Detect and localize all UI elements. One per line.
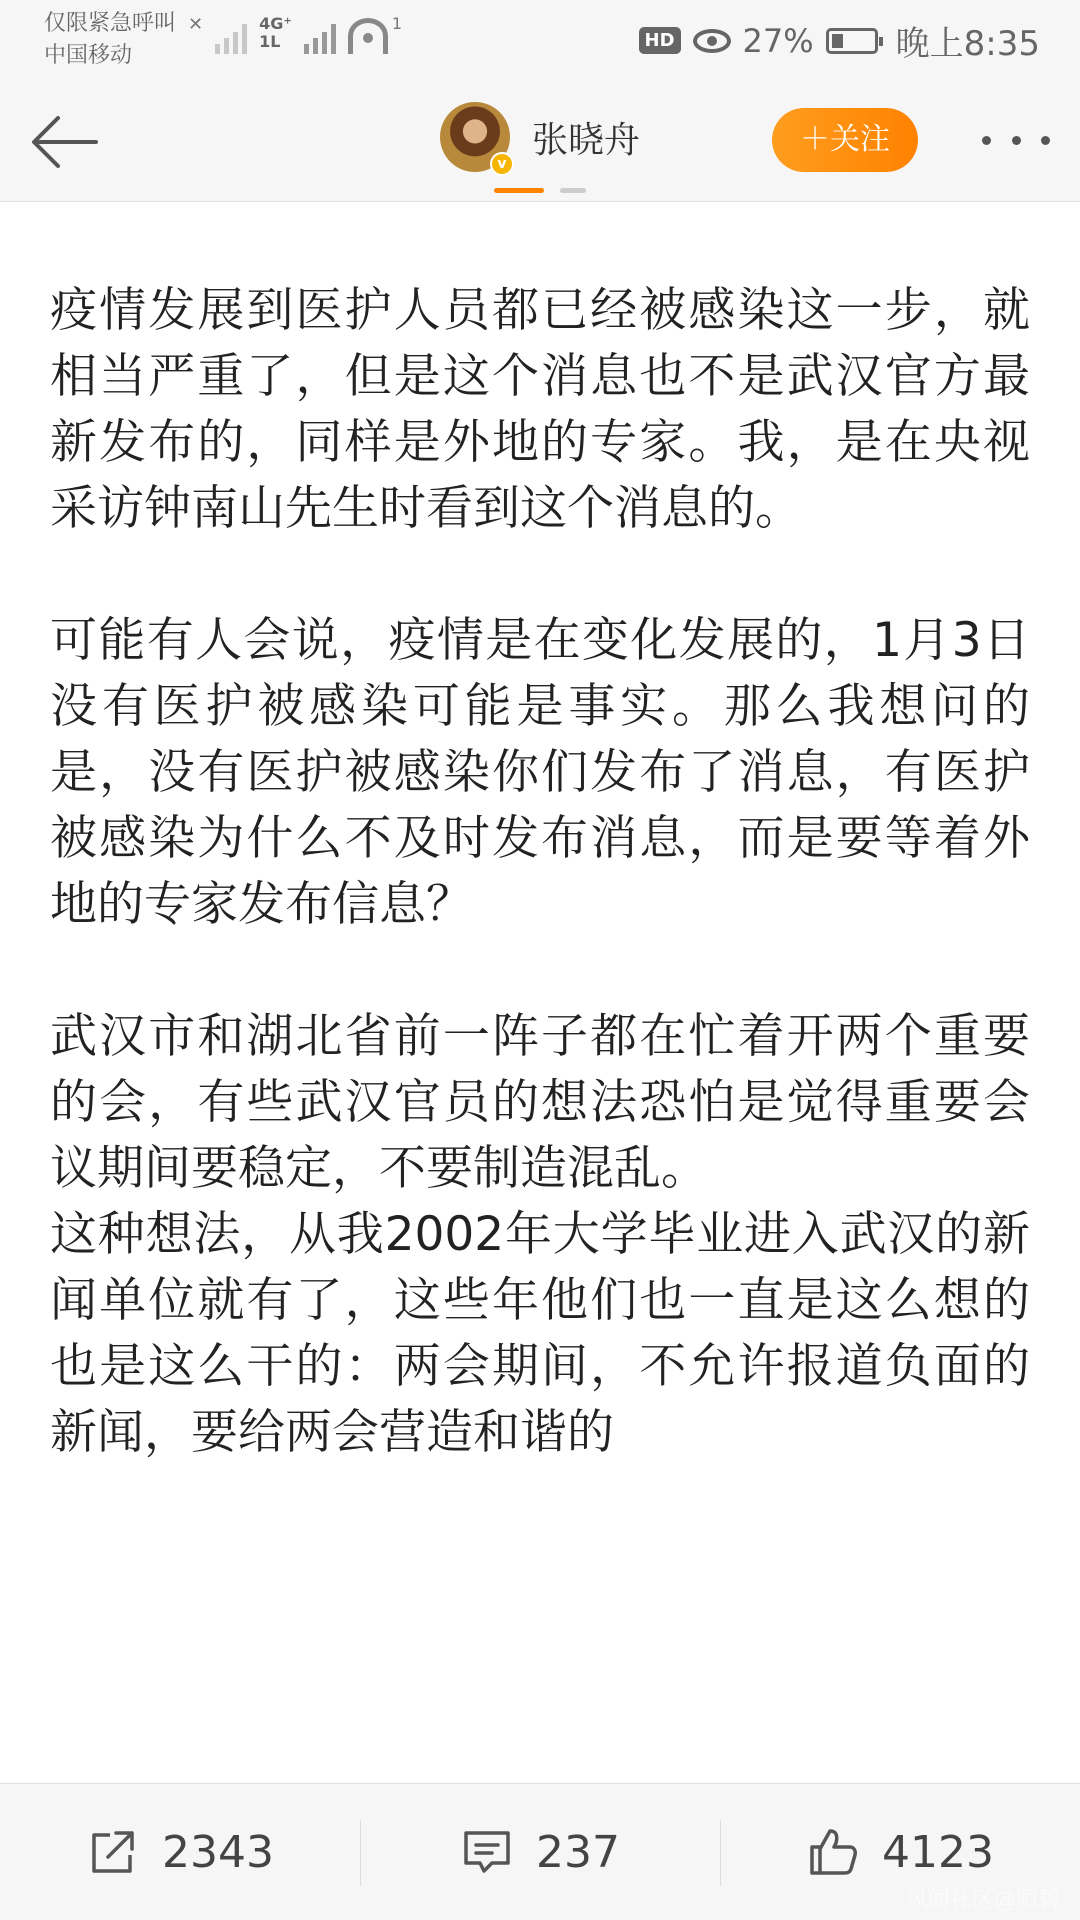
signal-icon [215, 20, 247, 54]
signal-group [188, 14, 402, 54]
bottom-toolbar [0, 1783, 1080, 1920]
network-sub-label: 1L [259, 32, 281, 51]
comment-button[interactable] [360, 1784, 720, 1920]
comment-count: 237 [536, 1826, 620, 1878]
battery-fill [832, 34, 843, 48]
back-button[interactable] [26, 102, 106, 182]
repost-count: 2343 [162, 1826, 274, 1878]
user-name[interactable]: 张晓舟 [532, 119, 641, 161]
hotspot-count: 1 [391, 14, 402, 33]
carrier-info [44, 8, 176, 72]
repost-button[interactable] [0, 1784, 360, 1920]
arrow-left-icon [26, 102, 106, 182]
more-button[interactable] [976, 112, 1056, 168]
avatar[interactable] [440, 102, 510, 172]
hotspot-icon [348, 18, 388, 54]
status-right-group [639, 16, 1041, 65]
follow-button[interactable]: ＋关注 [772, 108, 918, 172]
article-paragraph: 可能有人会说，疫情是在变化发展的，1月3日没有医护被感染可能是事实。那么我想问的是，没有医护被感染你们发布了消息，有医护被感染为什么不及时发布消息，而是要等着外地的专家发布信息？ [50, 613, 1030, 932]
more-dots-icon [982, 136, 991, 145]
status-bar [0, 0, 1080, 92]
page-indicator-active [494, 188, 544, 193]
thumbs-up-icon [806, 1825, 860, 1879]
article-body [50, 278, 1030, 1783]
signal-icon-primary [304, 20, 336, 54]
comment-icon [460, 1825, 514, 1879]
share-icon [86, 1825, 140, 1879]
no-sim-icon: ✕ [188, 14, 204, 35]
profile-header[interactable] [440, 102, 640, 172]
carrier-line-emergency: 仅限紧急呼叫 [44, 11, 177, 36]
network-label: 4G⁺ [259, 14, 292, 33]
hd-badge: HD [639, 27, 681, 54]
more-dot [1041, 136, 1050, 145]
nav-header [0, 92, 1080, 202]
page-indicator-inactive [560, 188, 586, 193]
verified-badge-icon: v [490, 152, 514, 176]
article-paragraph: 疫情发展到医护人员都已经被感染这一步，就相当严重了，但是这个消息也不是武汉官方最新发布的，同样是外地的专家。我，是在央视采访钟南山先生时看到这个消息的。 [50, 283, 1030, 536]
more-dot [1012, 136, 1021, 145]
clock: 晚上8:35 [895, 24, 1040, 64]
battery-percent: 27% [742, 21, 814, 60]
article-paragraph: 武汉市和湖北省前一阵子都在忙着开两个重要的会，有些武汉官员的想法恐怕是觉得重要会议期间要稳定，不要制造混乱。 [50, 1009, 1030, 1196]
like-count: 4123 [882, 1826, 994, 1878]
eye-comfort-icon [693, 29, 731, 53]
watermark: 风闻社区@陌碧 [905, 1888, 1060, 1913]
article-paragraph: 这种想法，从我2002年大学毕业进入武汉的新闻单位就有了，这些年他们也一直是这么想的也是这么干的：两会期间，不允许报道负面的新闻，要给两会营造和谐的 [50, 1207, 1030, 1460]
battery-icon [826, 28, 878, 54]
carrier-line-operator: 中国移动 [44, 43, 133, 68]
network-type [259, 14, 292, 50]
